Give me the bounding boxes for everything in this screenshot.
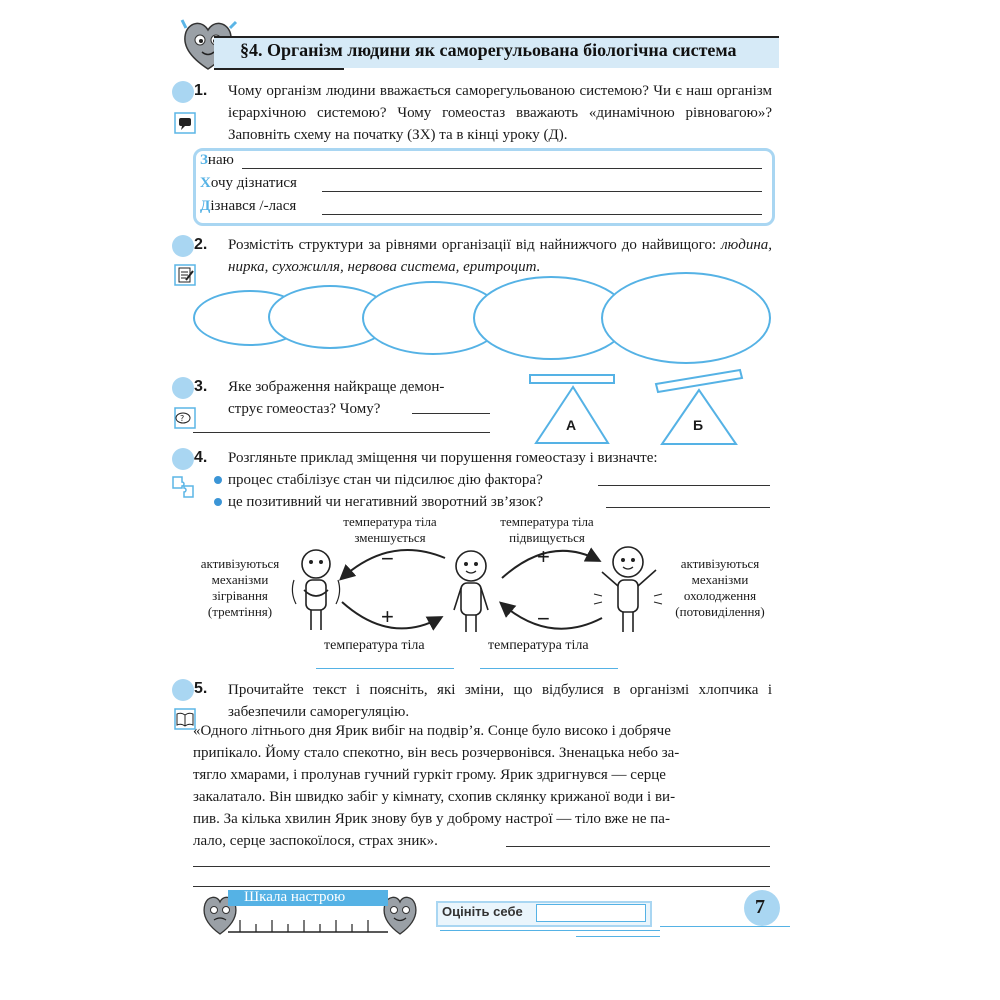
q4-bullet-2-dot (214, 498, 222, 506)
footer-rule-2 (576, 936, 660, 937)
q3-text-line2: струє гомеостаз? Чому? (228, 401, 381, 417)
q5-answer-line-1[interactable] (506, 846, 770, 847)
q5-story-line-2: припікало. Йому стало спекотно, він весь розчервонівся. Зненацька небо за- (193, 745, 680, 761)
q3-answer-line-1[interactable] (412, 413, 490, 414)
know-label: наю (207, 152, 234, 168)
balance-b-label: Б (693, 417, 704, 433)
discussion-puzzle-icon (172, 110, 198, 136)
puzzle-pieces-icon (170, 474, 196, 500)
q5-story-line-4: закалатало. Він швидко забіг у кімнату, схопив склянку крижаної води і ви- (193, 789, 676, 805)
svg-text:?: ? (180, 414, 185, 423)
balance-a-label: А (566, 417, 577, 433)
q5-story-line-5: пив. За кілька хвилин Ярик знову був у доброму настрої — тіло вже не па- (193, 811, 670, 827)
sign-plus-bottom-left: + (381, 604, 394, 629)
q4-bullet-1: процес стабілізує стан чи підсилює дію фактора? (228, 472, 543, 488)
notepad-puzzle-icon (172, 262, 198, 288)
learned-label: ізнався /-лася (210, 198, 297, 214)
rate-yourself-input[interactable] (536, 904, 646, 922)
mood-scale-ruler[interactable] (228, 912, 388, 936)
q4-answer-line-1[interactable] (598, 485, 770, 486)
rate-yourself-label: Оцініть себе (442, 904, 523, 919)
answer-line-bottom-right[interactable] (480, 668, 618, 669)
q3-number-circle (172, 377, 194, 399)
know-letter: З (200, 152, 208, 168)
q5-story-line-1: «Одного літнього дня Ярик вибіг на подвір’я. Сонце було високо і добряче (193, 723, 671, 739)
q4-number: 4. (194, 449, 208, 466)
q5-number: 5. (194, 680, 208, 697)
arrow-bottom-right (502, 604, 602, 629)
q3-text-line1: Яке зображення найкраще демон- (228, 379, 445, 395)
label-temp-increases: температура тіла підвищується (500, 514, 594, 545)
know-row (200, 152, 234, 169)
label-temp-bottom-right: температура тіла (488, 638, 589, 653)
sign-minus-top-left: − (381, 546, 394, 571)
sign-minus-bottom-right: − (537, 606, 550, 631)
q5-answer-line-3[interactable] (193, 886, 770, 887)
neutral-person (454, 551, 488, 632)
header-underline (214, 68, 344, 70)
learned-letter: Д (200, 198, 211, 214)
q1-number: 1. (194, 82, 208, 99)
label-temp-decreases: температура тіла зменшується (343, 514, 437, 545)
q3-answer-line-2[interactable] (193, 432, 490, 433)
label-temp-bottom-left: температура тіла (324, 638, 425, 653)
sign-plus-top-right: + (537, 544, 550, 569)
footer-rule-1 (440, 930, 660, 931)
answer-line-bottom-left[interactable] (316, 668, 454, 669)
balance-a-figure (528, 373, 618, 447)
mood-scale-label: Шкала настрою (244, 889, 346, 905)
q4-text: Розгляньте приклад зміщення чи порушення гомеостазу і визначте: (228, 450, 658, 466)
sweating-person (594, 547, 662, 632)
q2-items: людина, нирка, сухожилля, нервова система, еритроцит. (228, 237, 773, 275)
q2-number-circle (172, 235, 194, 257)
q5-story-line-6: лало, серце заспокоїлося, страх зник». (193, 833, 438, 849)
q2-number: 2. (194, 236, 208, 253)
page-number: 7 (755, 896, 765, 918)
footer-rule-3 (660, 926, 790, 927)
feedback-diagram (280, 530, 680, 650)
q4-bullet-2: це позитивний чи негативний зворотний зв’язок? (228, 494, 544, 510)
q3-number: 3. (194, 378, 208, 395)
want-row (200, 175, 297, 192)
page-title: §4. Організм людини як саморегульована біологічна система (240, 40, 737, 60)
level-ellipse-5[interactable] (601, 272, 771, 364)
label-warming-mechanisms: активізуються механізми зігрівання (тремтіння) (200, 556, 280, 619)
q4-bullet-1-dot (214, 476, 222, 484)
learned-row (200, 198, 296, 215)
q5-answer-line-2[interactable] (193, 866, 770, 867)
q4-number-circle (172, 448, 194, 470)
q4-answer-line-2[interactable] (606, 507, 770, 508)
want-answer-line[interactable] (322, 191, 762, 192)
q5-text: Прочитайте текст і поясніть, які зміни, що відбулися в організмі хлопчика і забезпечили саморегуляцію. (228, 682, 772, 720)
question-puzzle-icon (172, 405, 198, 431)
q5-story-line-3: тягло хмарами, і пролунав гучний гуркіт грому. Ярик здригнувся — серце (193, 767, 666, 783)
shivering-person (292, 550, 339, 630)
want-letter: Х (200, 175, 211, 191)
arrow-top-right (502, 551, 598, 578)
want-label: очу дізнатися (210, 175, 297, 191)
balance-b-figure (654, 368, 746, 448)
label-cooling-mechanisms: активізуються механізми охолодження (потовиділення) (675, 556, 765, 619)
q1-text: Чому організм людини вважається саморегульованою системою? Чи є наш організм ієрархічною системою? Чому гомеостаз вважають «динамічною рівновагою»? Заповніть схему на початку (ЗХ) та в кінці уроку (Д). (228, 83, 772, 143)
q2-question: Розмістіть структури за рівнями організації від найнижчого до найвищого: (228, 237, 717, 253)
q1-number-circle (172, 81, 194, 103)
know-answer-line[interactable] (242, 168, 762, 169)
learned-answer-line[interactable] (322, 214, 762, 215)
q5-number-circle (172, 679, 194, 701)
